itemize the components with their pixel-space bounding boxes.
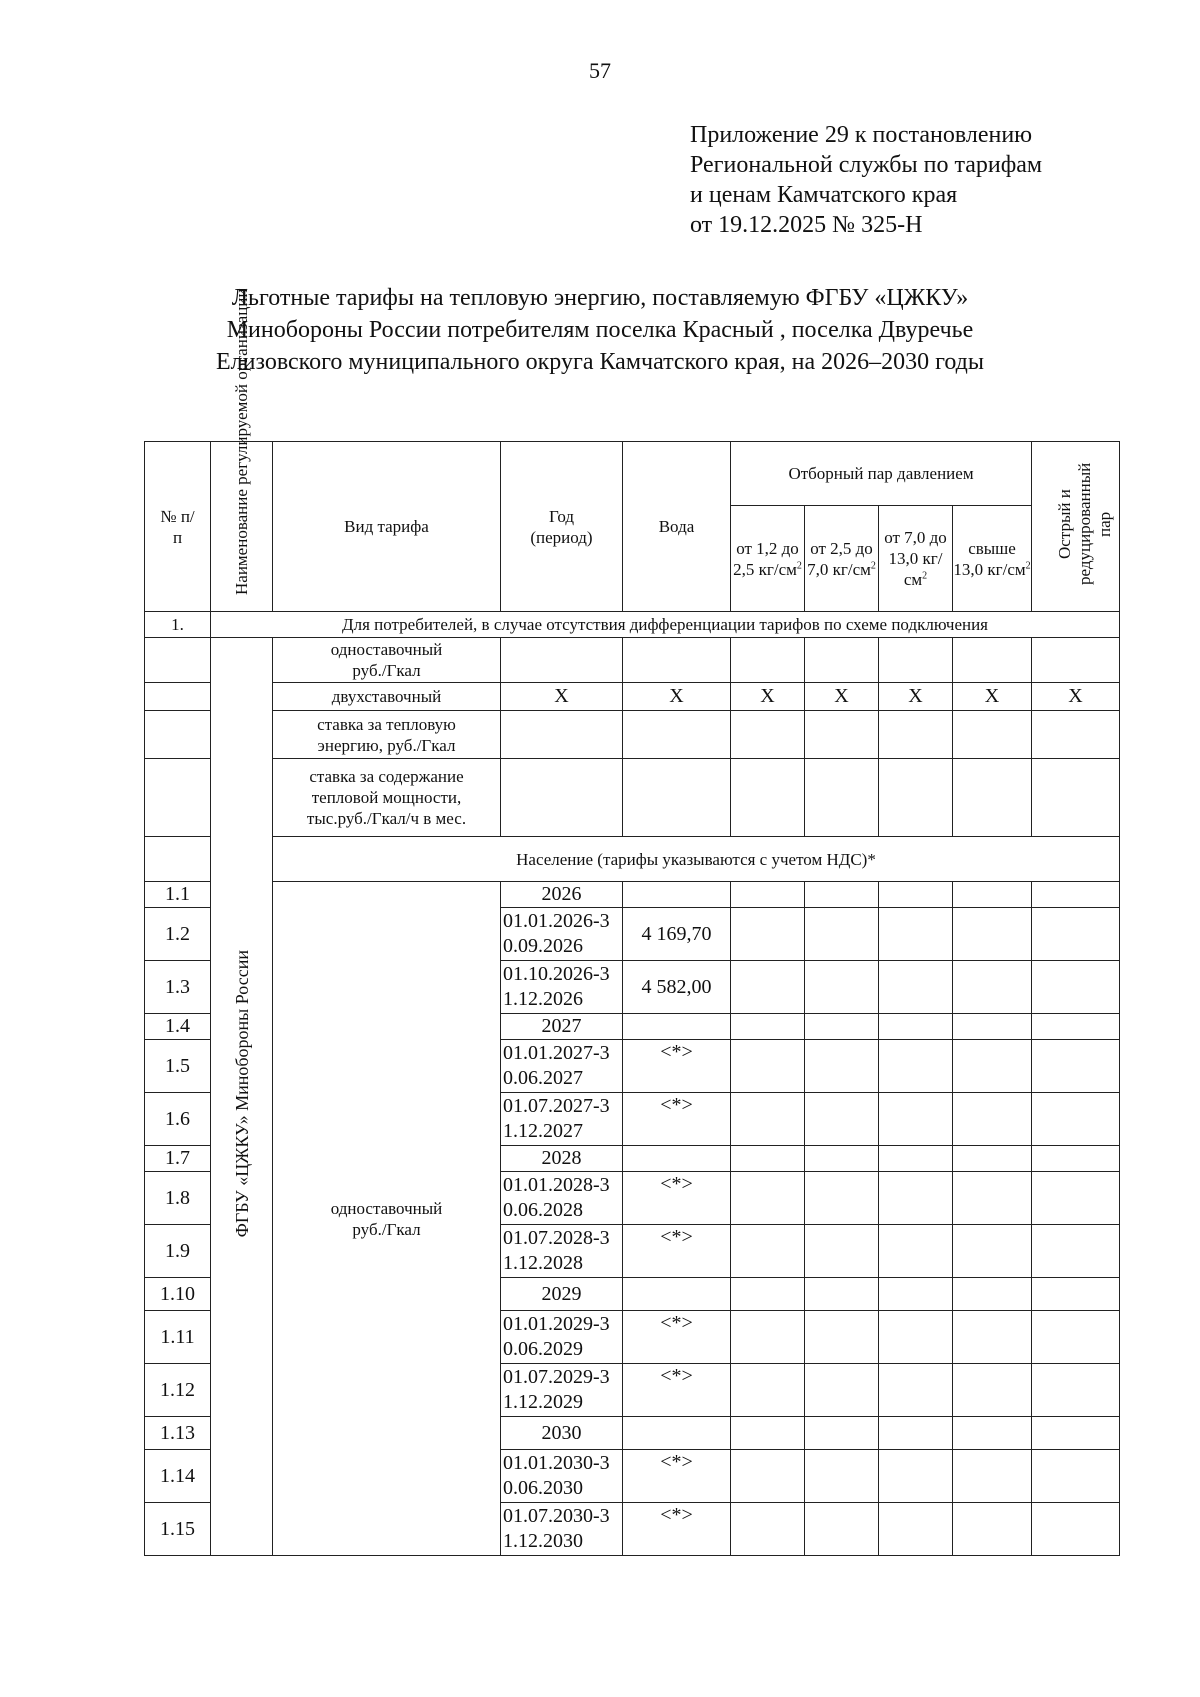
empty-cell	[501, 711, 623, 759]
empty-cell	[953, 1225, 1032, 1278]
empty-cell	[879, 1278, 953, 1311]
empty-cell	[953, 1311, 1032, 1364]
empty-cell	[1032, 1146, 1120, 1172]
empty-cell	[879, 711, 953, 759]
empty-cell	[879, 1093, 953, 1146]
empty-cell	[879, 1311, 953, 1364]
empty-cell	[805, 1225, 879, 1278]
empty-cell	[953, 1014, 1032, 1040]
empty-cell	[879, 1146, 953, 1172]
empty-cell	[805, 1503, 879, 1556]
appendix-line: Региональной службы по тарифам	[690, 152, 1043, 178]
row-number: 1.11	[145, 1311, 211, 1364]
period-year: 2026	[501, 882, 623, 908]
empty-cell	[731, 1225, 805, 1278]
empty-cell	[805, 1364, 879, 1417]
general-num-cell	[145, 683, 211, 711]
empty-cell	[1032, 1278, 1120, 1311]
empty-cell	[1032, 1364, 1120, 1417]
empty-cell	[953, 1040, 1032, 1093]
empty-cell	[1032, 1450, 1120, 1503]
empty-cell	[953, 1172, 1032, 1225]
empty-cell	[805, 1417, 879, 1450]
empty-cell	[879, 638, 953, 683]
x-mark: X	[805, 683, 879, 711]
empty-cell	[731, 1503, 805, 1556]
empty-cell	[953, 961, 1032, 1014]
capacity-rate-label: ставка за содержание тепловой мощности, тыс.руб./Гкал/ч в мес.	[273, 759, 501, 837]
header-steam-1: от 1,2 до 2,5 $кг/см^2$	[731, 506, 805, 612]
period-range: 01.01.2026-30.09.2026	[501, 908, 623, 961]
water-value: 4 169,70	[623, 908, 731, 961]
row-number: 1.3	[145, 961, 211, 1014]
empty-cell	[805, 961, 879, 1014]
general-single-label: одноставочный руб./Гкал	[273, 638, 501, 683]
row-number: 1.1	[145, 882, 211, 908]
x-mark: X	[623, 683, 731, 711]
appendix-line: от 19.12.2025 № 325-Н	[690, 212, 923, 238]
header-org: Наименование регулируемой организации	[211, 442, 273, 612]
empty-cell	[731, 1417, 805, 1450]
water-value: <*>	[623, 1364, 731, 1417]
empty-cell	[731, 1311, 805, 1364]
period-range: 01.01.2027-30.06.2027	[501, 1040, 623, 1093]
empty-cell	[953, 1093, 1032, 1146]
empty-cell	[953, 1450, 1032, 1503]
general-num-cell	[145, 638, 211, 683]
header-num: № п/п	[145, 442, 211, 612]
appendix-line: Приложение 29 к постановлению	[690, 122, 1033, 148]
energy-rate-label: ставка за тепловую энергию, руб./Гкал	[273, 711, 501, 759]
row-number: 1.12	[145, 1364, 211, 1417]
header-steam-group: Отборный пар давлением	[731, 442, 1032, 506]
water-value: 4 582,00	[623, 961, 731, 1014]
empty-cell	[953, 1146, 1032, 1172]
empty-cell	[1032, 1014, 1120, 1040]
empty-cell	[879, 1172, 953, 1225]
empty-cell	[805, 1311, 879, 1364]
empty-cell	[879, 908, 953, 961]
empty-cell	[501, 759, 623, 837]
header-steam-2: от 2,5 до 7,0 $кг/см^2$	[805, 506, 879, 612]
water-value: <*>	[623, 1450, 731, 1503]
period-range: 01.07.2029-31.12.2029	[501, 1364, 623, 1417]
empty-cell	[731, 1172, 805, 1225]
single-rate-label: одноставочный руб./Гкал	[273, 882, 501, 1556]
period-range: 01.10.2026-31.12.2026	[501, 961, 623, 1014]
row-number: 1.6	[145, 1093, 211, 1146]
water-value	[623, 882, 731, 908]
title-line: Елизовского муниципального округа Камчатского края, на 2026–2030 годы	[216, 349, 984, 375]
water-value	[623, 1146, 731, 1172]
period-range: 01.07.2028-31.12.2028	[501, 1225, 623, 1278]
empty-cell	[731, 1040, 805, 1093]
row-number: 1.14	[145, 1450, 211, 1503]
empty-cell	[879, 1364, 953, 1417]
empty-cell	[501, 638, 623, 683]
row-number: 1.5	[145, 1040, 211, 1093]
empty-cell	[953, 908, 1032, 961]
row-number: 1.4	[145, 1014, 211, 1040]
empty-cell	[805, 1172, 879, 1225]
empty-cell	[731, 1093, 805, 1146]
empty-cell	[953, 759, 1032, 837]
empty-cell	[805, 638, 879, 683]
period-range: 01.07.2027-31.12.2027	[501, 1093, 623, 1146]
empty-cell	[953, 711, 1032, 759]
water-value	[623, 1417, 731, 1450]
empty-cell	[1032, 1093, 1120, 1146]
empty-cell	[731, 638, 805, 683]
empty-cell	[1032, 1225, 1120, 1278]
general-num-cell	[145, 837, 211, 882]
period-range: 01.01.2028-30.06.2028	[501, 1172, 623, 1225]
row-number: 1.7	[145, 1146, 211, 1172]
row-number: 1.15	[145, 1503, 211, 1556]
water-value	[623, 1278, 731, 1311]
appendix-reference	[690, 120, 1042, 240]
empty-cell	[731, 908, 805, 961]
section-label: Для потребителей, в случае отсутствия дифференциации тарифов по схеме подключения	[211, 612, 1120, 638]
row-number: 1.2	[145, 908, 211, 961]
empty-cell	[805, 908, 879, 961]
empty-cell	[731, 1450, 805, 1503]
period-year: 2028	[501, 1146, 623, 1172]
water-value: <*>	[623, 1172, 731, 1225]
section-num: 1.	[145, 612, 211, 638]
period-range: 01.01.2030-30.06.2030	[501, 1450, 623, 1503]
water-value: <*>	[623, 1040, 731, 1093]
empty-cell	[731, 1014, 805, 1040]
page-number: 57	[589, 58, 611, 83]
empty-cell	[1032, 1311, 1120, 1364]
empty-cell	[1032, 1040, 1120, 1093]
header-tariff-type: Вид тарифа	[273, 442, 501, 612]
empty-cell	[623, 711, 731, 759]
title-line: Льготные тарифы на тепловую энергию, поставляемую ФГБУ «ЦЖКУ»	[231, 285, 969, 311]
empty-cell	[623, 759, 731, 837]
appendix-line: и ценам Камчатского края	[690, 182, 958, 208]
empty-cell	[805, 1040, 879, 1093]
empty-cell	[879, 1014, 953, 1040]
empty-cell	[805, 1278, 879, 1311]
row-number: 1.9	[145, 1225, 211, 1278]
header-steam-4: свыше 13,0 $кг/см^2$	[953, 506, 1032, 612]
row-number: 1.10	[145, 1278, 211, 1311]
row-number: 1.13	[145, 1417, 211, 1450]
empty-cell	[953, 638, 1032, 683]
empty-cell	[805, 1014, 879, 1040]
empty-cell	[1032, 711, 1120, 759]
empty-cell	[879, 1450, 953, 1503]
empty-cell	[953, 1364, 1032, 1417]
x-mark: X	[879, 683, 953, 711]
x-mark: X	[501, 683, 623, 711]
empty-cell	[731, 1146, 805, 1172]
empty-cell	[879, 1503, 953, 1556]
empty-cell	[879, 1417, 953, 1450]
header-water: Вода	[623, 442, 731, 612]
period-year: 2027	[501, 1014, 623, 1040]
population-label: Население (тарифы указываются с учетом НДС)*	[273, 837, 1120, 882]
empty-cell	[805, 759, 879, 837]
empty-cell	[805, 1450, 879, 1503]
empty-cell	[1032, 1172, 1120, 1225]
period-range: 01.01.2029-30.06.2029	[501, 1311, 623, 1364]
empty-cell	[953, 882, 1032, 908]
x-mark: X	[953, 683, 1032, 711]
empty-cell	[731, 1364, 805, 1417]
water-value	[623, 1014, 731, 1040]
empty-cell	[805, 711, 879, 759]
period-year: 2029	[501, 1278, 623, 1311]
water-value: <*>	[623, 1093, 731, 1146]
empty-cell	[731, 1278, 805, 1311]
empty-cell	[1032, 1417, 1120, 1450]
empty-cell	[1032, 882, 1120, 908]
general-double-label: двухставочный	[273, 683, 501, 711]
empty-cell	[731, 759, 805, 837]
tariff-row	[145, 882, 1120, 908]
x-mark: X	[731, 683, 805, 711]
empty-cell	[731, 711, 805, 759]
empty-cell	[879, 1225, 953, 1278]
water-value: <*>	[623, 1225, 731, 1278]
empty-cell	[1032, 1503, 1120, 1556]
empty-cell	[953, 1503, 1032, 1556]
empty-cell	[805, 1093, 879, 1146]
empty-cell	[623, 638, 731, 683]
general-num-cell	[145, 759, 211, 837]
empty-cell	[879, 882, 953, 908]
header-period: Год (период)	[501, 442, 623, 612]
empty-cell	[879, 759, 953, 837]
org-name-cell: ФГБУ «ЦЖКУ» Минобороны России	[211, 638, 273, 1556]
empty-cell	[805, 1146, 879, 1172]
empty-cell	[953, 1417, 1032, 1450]
empty-cell	[1032, 961, 1120, 1014]
water-value: <*>	[623, 1503, 731, 1556]
water-value: <*>	[623, 1311, 731, 1364]
header-steam-3: от 7,0 до 13,0 $кг/см^2$	[879, 506, 953, 612]
general-num-cell	[145, 711, 211, 759]
empty-cell	[731, 882, 805, 908]
x-mark: X	[1032, 683, 1120, 711]
title-line: Минобороны России потребителям поселка Красный , поселка Двуречье	[226, 317, 974, 343]
empty-cell	[1032, 638, 1120, 683]
document-title	[0, 282, 1200, 378]
row-number: 1.8	[145, 1172, 211, 1225]
empty-cell	[953, 1278, 1032, 1311]
header-sharp-steam: Острый и редуцированный пар	[1032, 442, 1120, 612]
empty-cell	[731, 961, 805, 1014]
period-range: 01.07.2030-31.12.2030	[501, 1503, 623, 1556]
empty-cell	[879, 1040, 953, 1093]
period-year: 2030	[501, 1417, 623, 1450]
empty-cell	[1032, 759, 1120, 837]
empty-cell	[805, 882, 879, 908]
empty-cell	[879, 961, 953, 1014]
empty-cell	[1032, 908, 1120, 961]
